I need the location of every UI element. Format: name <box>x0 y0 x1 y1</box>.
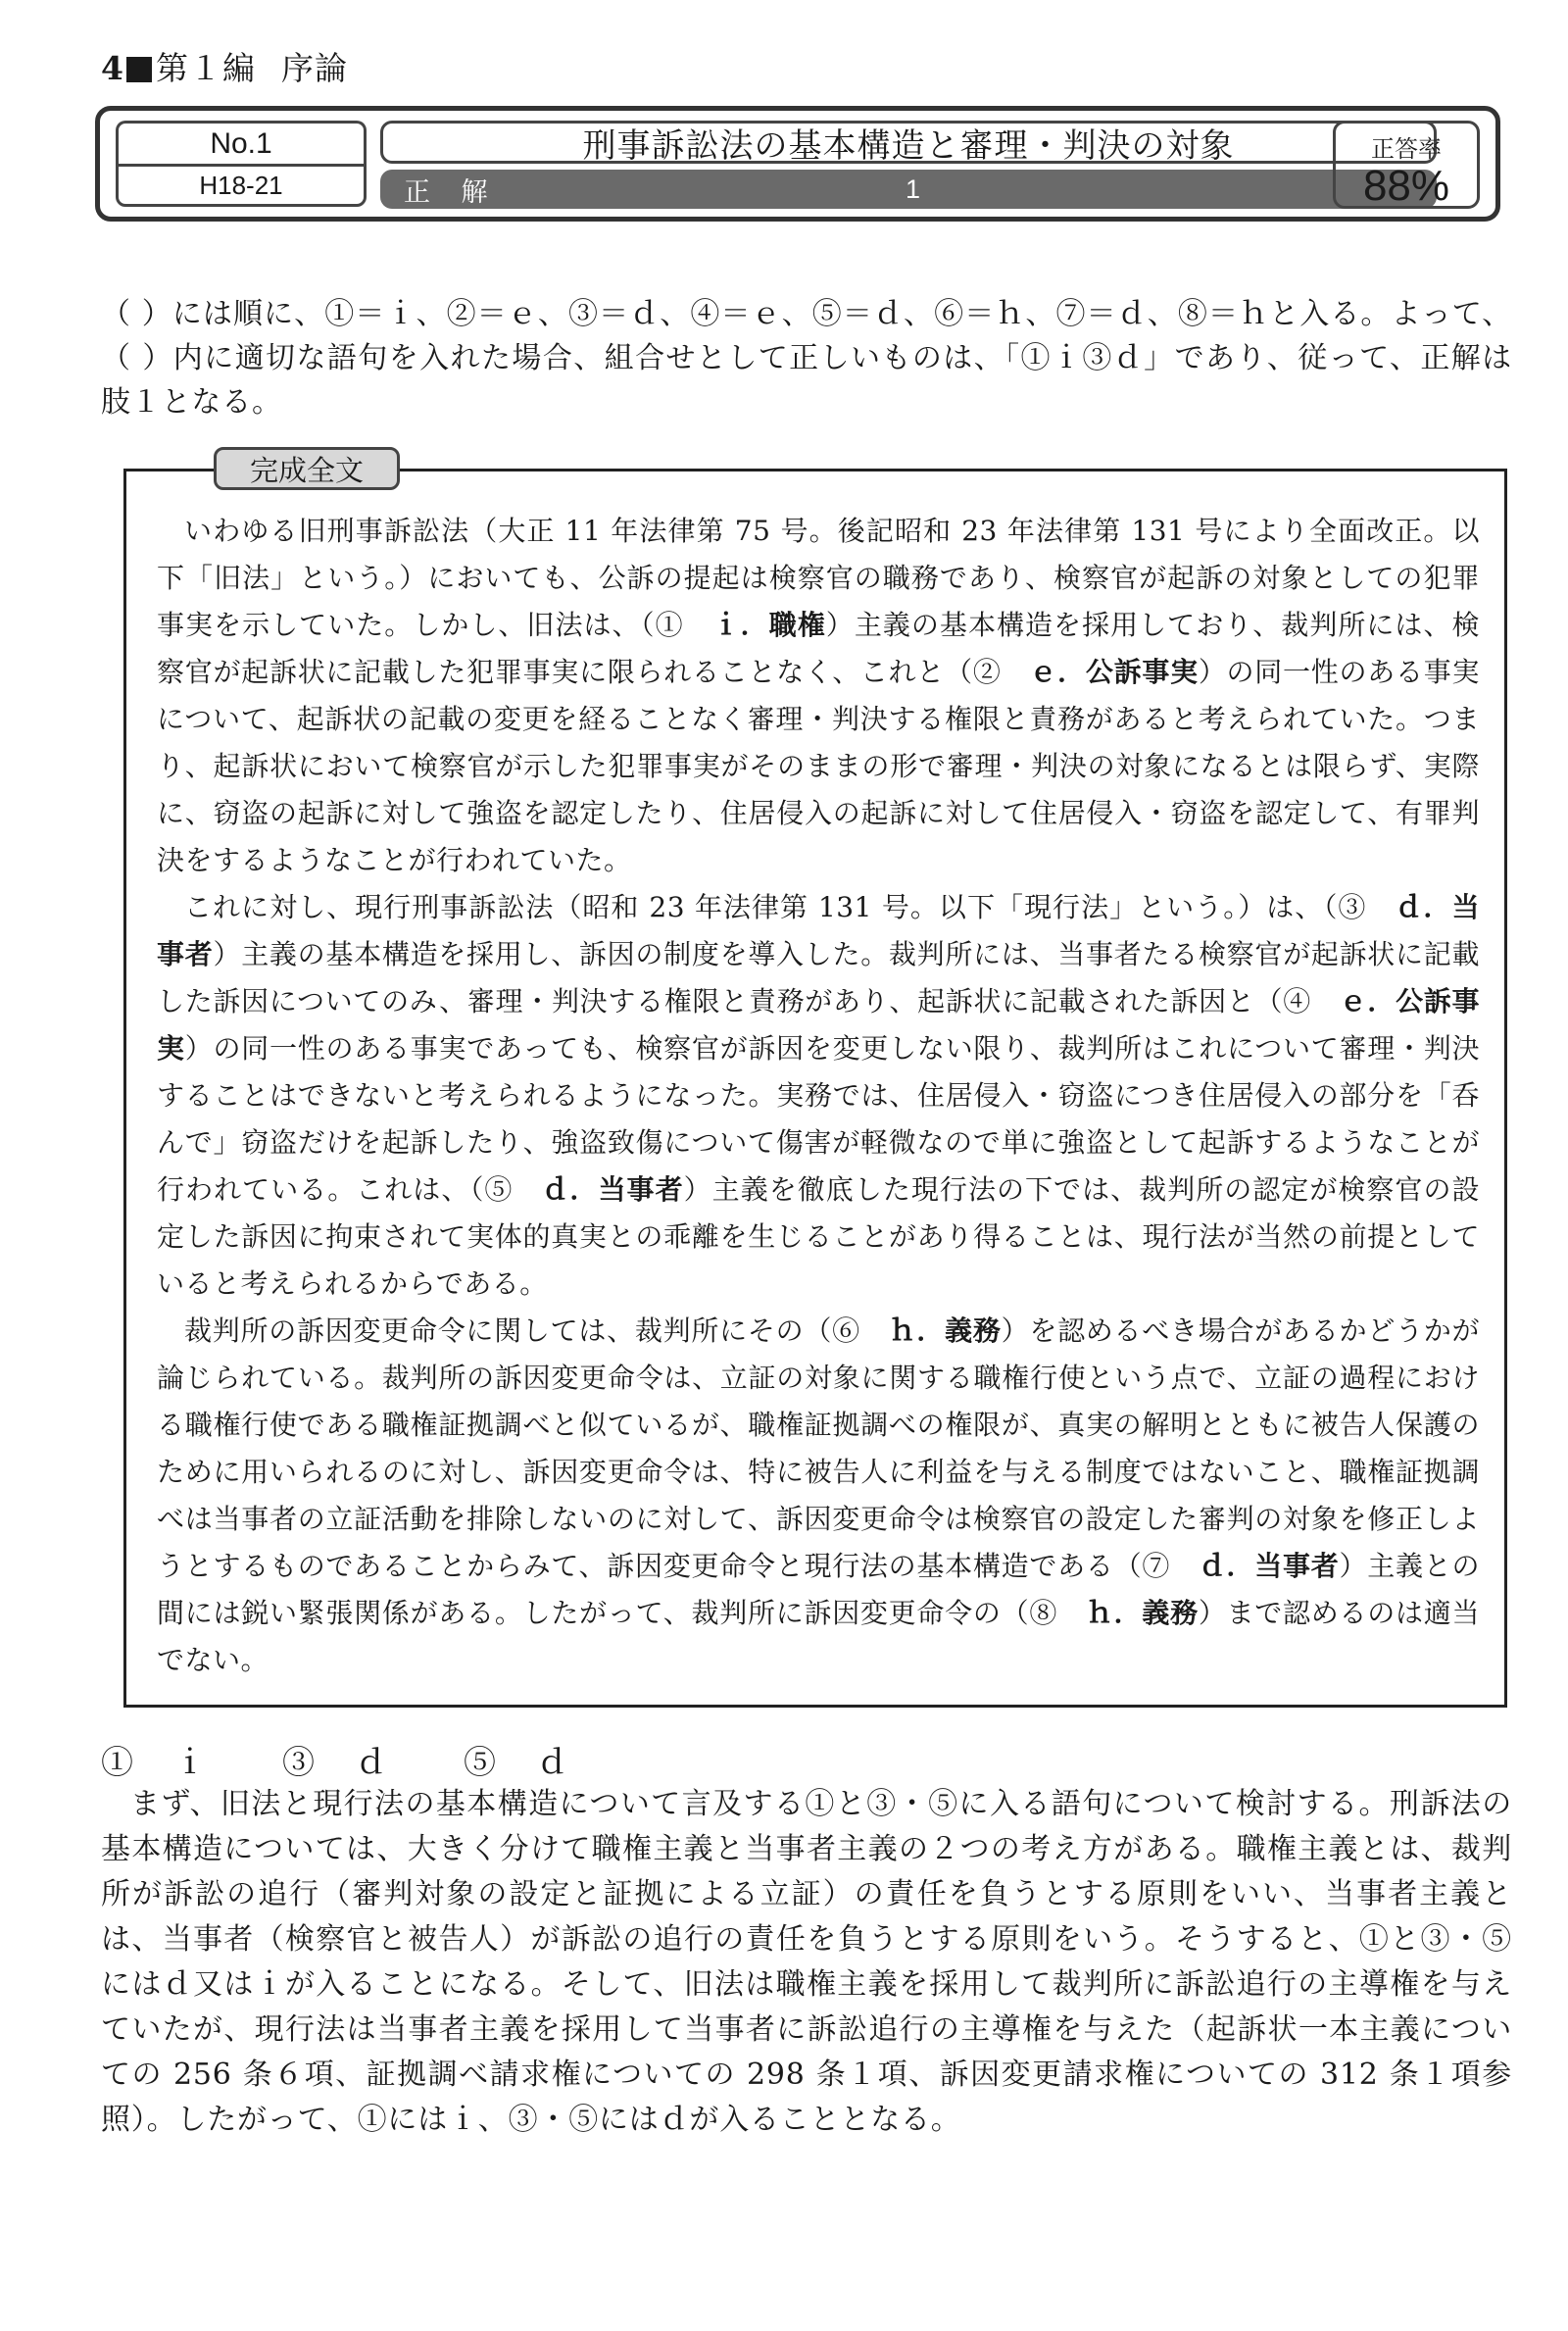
blank-answer-2: ｅ．公訴事実 <box>1029 657 1199 687</box>
part-label: 第１編 <box>155 49 256 87</box>
blank-answer-6: ｈ．義務 <box>888 1315 1002 1346</box>
text-run: ）まで認めるのは適当でない。 <box>157 1597 1480 1676</box>
blank-answer-7: ｄ．当事者 <box>1198 1551 1340 1581</box>
text-run: ）主義の基本構造を採用しており、裁判所には、検察官が起訴状に記載した犯罪事実に限られることなく、これと（② <box>157 609 1480 688</box>
correct-rate-label: 正答率 <box>1371 136 1442 163</box>
text-run: ）の同一性のある事実であっても、検察官が訴因を変更しない限り、裁判所はこれについて審理・判決することはできないと考えられるようになった。実務では、住居侵入・窃盗につき住居侵入の部分を「呑んで」窃盗だけを起訴したり、強盗致傷について傷害が軽微なので単に強盗として起訴するようなことが行われている。これは、（⑤ <box>157 1032 1480 1206</box>
question-number: No.1 <box>116 121 367 164</box>
discussion-paragraph: まず、旧法と現行法の基本構造について言及する①と③・⑤に入る語句について検討する。刑訴法の基本構造については、大きく分けて職権主義と当事者主義の２つの考え方がある。職権主義とは、裁判所が訴訟の追行（審判対象の設定と証拠による立証）の責任を負うとする原則をいい、当事者主義とは、当事者（検察官と被告人）が訴訟の追行の責任を負うとする原則をいう。そうすると、①と③・⑤にはｄ又はｉが入ることになる。そして、旧法は職権主義を採用して裁判所に訴訟追行の主導権を与えていたが、現行法は当事者主義を採用して当事者に訴訟追行の主導権を与えた（起訴状一本主義についての 256 条６項、証拠調べ請求権についての 298 条１項、訴因変更請求権についての 312 条１項参照）。したがって、①にはｉ、③・⑤にはｄが入ることとなる。 <box>101 1787 1512 2137</box>
text-run: ）を認めるべき場合があるかどうかが論じられている。裁判所の訴因変更命令は、立証の対象に関する職権行使という点で、立証の過程における職権行使である職権証拠調べと似ているが、職権証拠調べの権限が、真実の解明とともに被告人保護のために用いられるのに対し、訴因変更命令は、特に被告人に利益を与える制度ではないこと、職権証拠調べは当事者の立証活動を排除しないのに対して、訴因変更命令は検察官の設定した審判の対象を修正しようとするものであることからみて、訴因変更命令と現行法の基本構造である（⑦ <box>157 1314 1480 1582</box>
text-run: ）の同一性のある事実について、起訴状の記載の変更を経ることなく審理・判決する権限と責務があると考えられていた。つまり、起訴状において検察官が示した犯罪事実がそのままの形で審理・判決の対象になるとは限らず、実際に、窃盗の起訴に対して強盗を認定したり、住居侵入の起訴に対して住居侵入・窃盗を認定して、有罪判決をするようなことが行われていた。 <box>157 656 1480 876</box>
text-run: 裁判所の訴因変更命令に関しては、裁判所にその（⑥ <box>184 1314 889 1347</box>
intro-paragraph: （ ）には順に、①＝ｉ、②＝ｅ、③＝ｄ、④＝ｅ、⑤＝ｄ、⑥＝ｈ、⑦＝ｄ、⑧＝ｈと入る。よって、（ ）内に適切な語句を入れた場合、組合せとして正しいものは、「①ｉ③ｄ」であり、従って、正解は肢１となる。 <box>101 297 1512 420</box>
correct-rate-value: 88% <box>1362 162 1450 210</box>
answer-bar <box>380 170 1437 209</box>
question-title: 刑事訴訟法の基本構造と審理・判決の対象 <box>380 121 1437 164</box>
text-run: これに対し、現行刑事訴訟法（昭和 23 年法律第 131 号。以下「現行法」という。）は、（③ <box>184 891 1396 923</box>
text-run: いわゆる旧刑事訴訟法（大正 11 年法律第 75 号。後記昭和 23 年法律第 131 号により全面改正。以下「旧法」という。）においても、公訴の提起は検察官の職務であり、検察官が起訴の対象としての犯罪事実を示していた。しかし、旧法は、（① <box>157 515 1480 641</box>
fulltext-body <box>157 508 1480 1684</box>
blank-answer-5: ｄ．当事者 <box>541 1174 684 1205</box>
blank-answer-1: ｉ．職権 <box>711 610 826 640</box>
question-number-cell <box>116 121 367 209</box>
fulltext-label: 完成全文 <box>214 447 400 490</box>
blank-answer-4: ｅ．公訴事実 <box>157 986 1480 1064</box>
blank-answer-8: ｈ．義務 <box>1085 1598 1199 1628</box>
text-run: ）主義を徹底した現行法の下では、裁判所の認定が検察官の設定した訴因に拘束されて実体的真実との乖離を生じることがあり得ることは、現行法が当然の前提としていると考えられるからである。 <box>157 1173 1480 1300</box>
question-code: H18-21 <box>116 164 367 207</box>
answer-value: 1 <box>906 174 921 204</box>
choice-summary: ① ｉ ③ ｄ ⑤ ｄ <box>101 1743 572 1781</box>
page-header <box>101 49 348 88</box>
fulltext-paragraph-1 <box>157 508 1480 884</box>
fulltext-paragraph-3 <box>157 1308 1480 1684</box>
answer-label: 正 解 <box>404 176 500 207</box>
correct-rate-cell <box>1333 121 1480 209</box>
page-number: 4 <box>101 49 124 87</box>
chapter-label: 序論 <box>280 49 348 87</box>
fulltext-paragraph-2 <box>157 884 1480 1308</box>
blank-answer-3: ｄ．当事者 <box>157 892 1480 969</box>
question-header-box <box>95 106 1500 222</box>
square-icon <box>126 57 152 82</box>
text-run: ）主義との間には鋭い緊張関係がある。したがって、裁判所に訴因変更命令の（⑧ <box>157 1550 1480 1629</box>
text-run: ）主義の基本構造を採用し、訴因の制度を導入した。裁判所には、当事者たる検察官が起訴状に記載した訴因についてのみ、審理・判決する権限と責務があり、起訴状に記載された訴因と（④ <box>157 938 1480 1017</box>
